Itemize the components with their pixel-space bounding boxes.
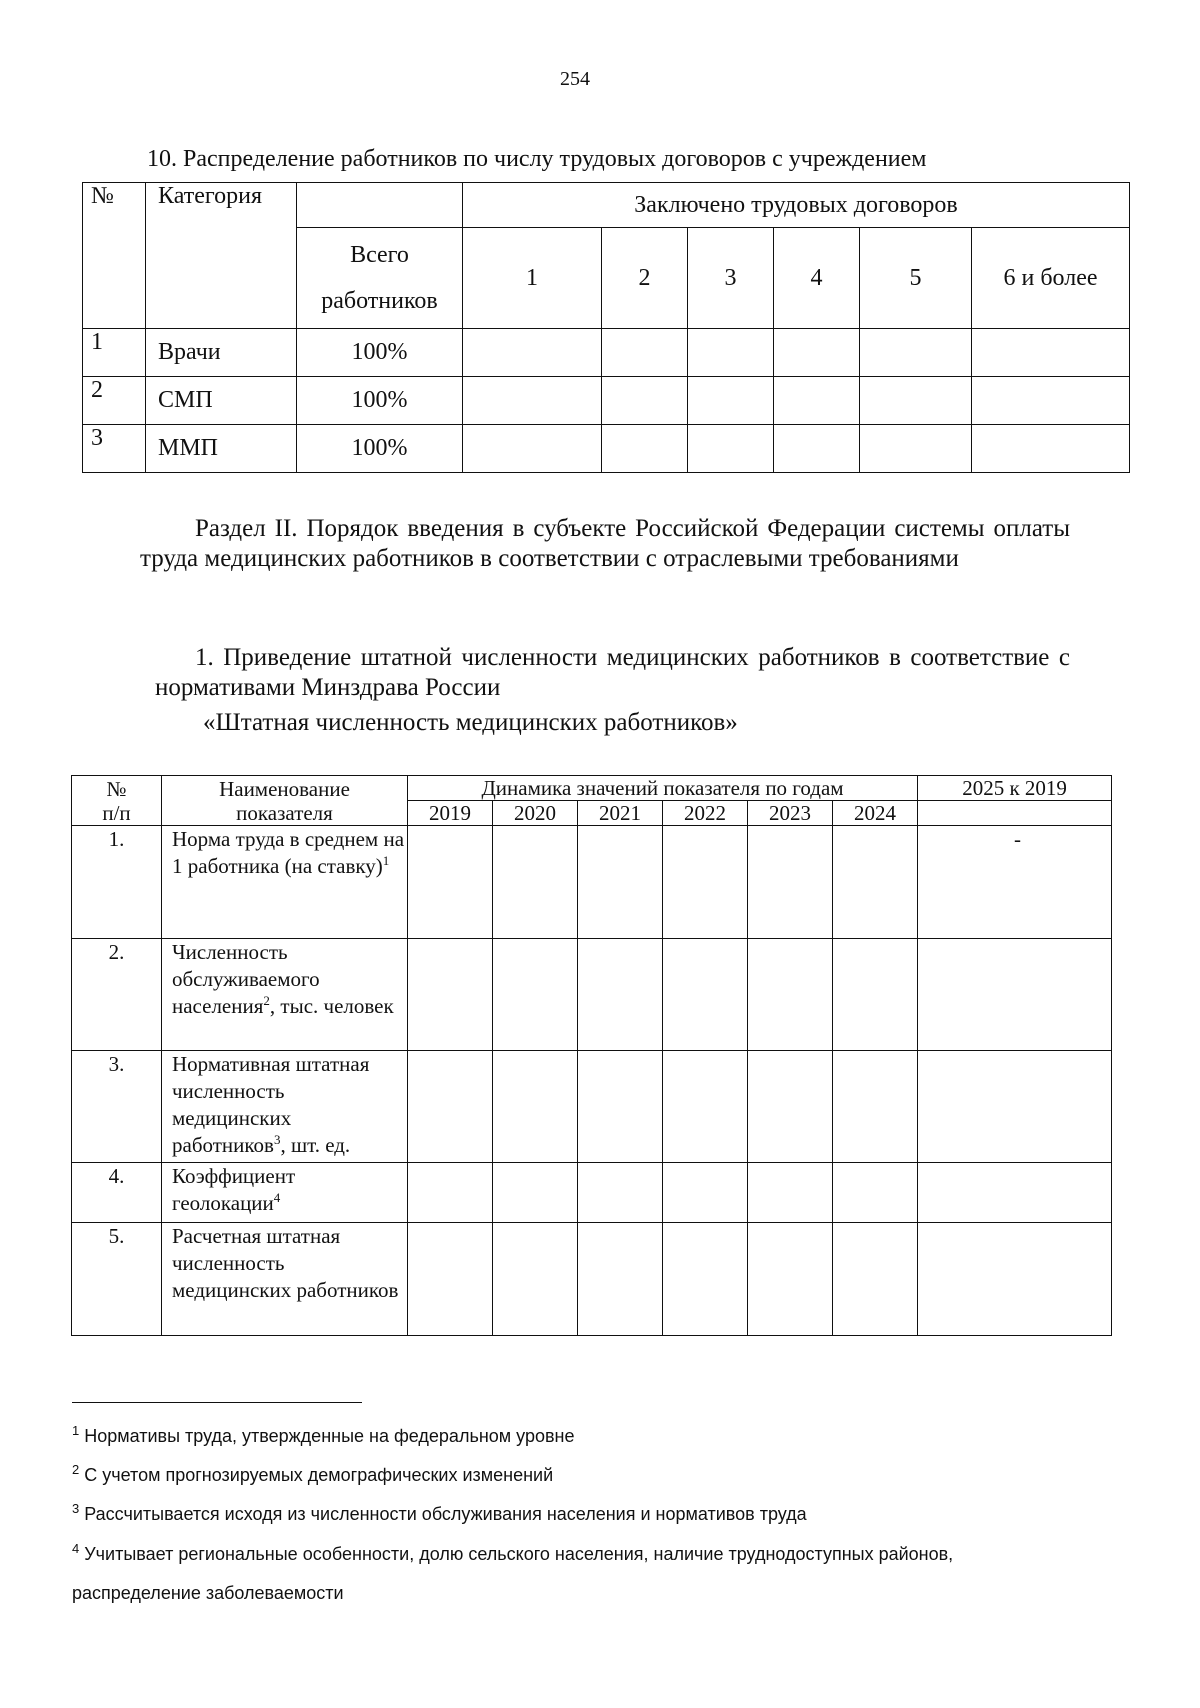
- row-name-text: Численность обслуживаемого населения: [172, 940, 320, 1018]
- row-num: 3: [83, 425, 146, 473]
- footnote-ref: 3: [273, 1132, 281, 1147]
- row-ratio: [918, 1223, 1112, 1336]
- table-row: [72, 826, 1112, 939]
- row-name-text: Расчетная штатная численность медицинских работников: [172, 1224, 399, 1302]
- row-num: 2: [83, 377, 146, 425]
- col-header-total-line1: Всего: [350, 242, 409, 268]
- row-total: 100%: [297, 329, 463, 377]
- contract-col-2: 2: [602, 228, 688, 329]
- row-num: 1.: [72, 826, 162, 939]
- row-ratio: [918, 939, 1112, 1051]
- row-ratio: [918, 1163, 1112, 1223]
- row-name-suffix: , тыс. человек: [269, 994, 394, 1018]
- row-name-text: Коэффициент геолокации: [172, 1164, 296, 1215]
- row-num: 3.: [72, 1051, 162, 1163]
- row-name: [162, 826, 408, 939]
- contract-col-4: 4: [774, 228, 860, 329]
- footnote-mark: 4: [72, 1541, 80, 1556]
- footnote-mark: 2: [72, 1462, 80, 1477]
- item-title: 1. Приведение штатной численности медицинских работников в соответствие с нормативами Минздрава России: [155, 644, 1070, 701]
- row-total: 100%: [297, 377, 463, 425]
- col-header-name: [162, 776, 408, 826]
- row-num: 4.: [72, 1163, 162, 1223]
- contract-col-5: 5: [860, 228, 972, 329]
- col-header-num: №: [83, 183, 146, 329]
- year-2024: 2024: [833, 801, 918, 826]
- col-header-total: [297, 228, 463, 329]
- row-category: СМП: [146, 377, 297, 425]
- row-ratio: -: [918, 826, 1112, 939]
- col-header-blank: [297, 183, 463, 228]
- contract-col-3: 3: [688, 228, 774, 329]
- row-name-text: Норма труда в среднем на 1 работника (на ставку): [172, 827, 405, 878]
- row-num: 5.: [72, 1223, 162, 1336]
- contracts-table: [82, 182, 1130, 473]
- col-header-num: [72, 776, 162, 826]
- footnote: [72, 1535, 1072, 1613]
- table-row: [83, 377, 1130, 425]
- footnote-mark: 1: [72, 1423, 80, 1438]
- row-name-suffix: , шт. ед.: [280, 1133, 351, 1157]
- footnote-ref: 1: [382, 853, 390, 868]
- table-row: [72, 1051, 1112, 1163]
- table1-title: 10. Распределение работников по числу трудовых договоров с учреждением: [147, 146, 927, 172]
- row-num: 1: [83, 329, 146, 377]
- contract-col-1: 1: [463, 228, 602, 329]
- table-row: [72, 1223, 1112, 1336]
- year-2023: 2023: [748, 801, 833, 826]
- col-header-num-line2: п/п: [102, 800, 131, 825]
- col-header-total-line2: работников: [321, 288, 438, 314]
- footnote-text: Рассчитывается исходя из численности обслуживания населения и нормативов труда: [79, 1504, 807, 1524]
- row-name: [162, 1223, 408, 1336]
- footnote: [72, 1423, 575, 1447]
- row-total: 100%: [297, 425, 463, 473]
- row-num: 2.: [72, 939, 162, 1051]
- footnote-text: Нормативы труда, утвержденные на федеральном уровне: [79, 1426, 575, 1446]
- footnote-text: Учитывает региональные особенности, долю сельского населения, наличие труднодоступных районов, распределение заболеваемости: [72, 1544, 954, 1603]
- col-header-num-line1: №: [106, 776, 127, 801]
- table-row: [83, 425, 1130, 473]
- staffing-table: [71, 775, 1112, 1336]
- year-2022: 2022: [663, 801, 748, 826]
- row-category: Врачи: [146, 329, 297, 377]
- footnote-text: С учетом прогнозируемых демографических изменений: [79, 1465, 554, 1485]
- row-name: [162, 1051, 408, 1163]
- contract-col-6plus: 6 и более: [972, 228, 1130, 329]
- col-header-name-line1: Наименование: [219, 776, 350, 801]
- col-header-dynamics: Динамика значений показателя по годам: [408, 776, 918, 801]
- col-header-category: Категория: [146, 183, 297, 329]
- row-category: ММП: [146, 425, 297, 473]
- page-number: 254: [560, 68, 590, 90]
- col-header-name-line2: показателя: [236, 800, 333, 825]
- footnote-divider: [72, 1402, 362, 1403]
- year-2021: 2021: [578, 801, 663, 826]
- footnote-ref: 2: [263, 993, 270, 1008]
- row-name: [162, 939, 408, 1051]
- footnote-mark: 3: [72, 1501, 80, 1516]
- year-2019: 2019: [408, 801, 493, 826]
- footnote: [72, 1501, 807, 1525]
- col-header-ratio: 2025 к 2019: [918, 776, 1112, 801]
- table-row: [83, 329, 1130, 377]
- table-row: [72, 939, 1112, 1051]
- table-row: [72, 1163, 1112, 1223]
- row-name: [162, 1163, 408, 1223]
- col-header-contracts: Заключено трудовых договоров: [463, 183, 1130, 228]
- footnote: [72, 1462, 554, 1486]
- year-2020: 2020: [493, 801, 578, 826]
- row-name-text: Нормативная штатная численность медицинских работников: [172, 1052, 370, 1157]
- section-title: Раздел II. Порядок введения в субъекте Российской Федерации системы оплаты труда медицинских работников в соответствии с отраслевыми требованиями: [140, 515, 1070, 572]
- row-ratio: [918, 1051, 1112, 1163]
- item-subtitle: «Штатная численность медицинских работников»: [203, 709, 738, 736]
- footnote-ref: 4: [273, 1190, 281, 1205]
